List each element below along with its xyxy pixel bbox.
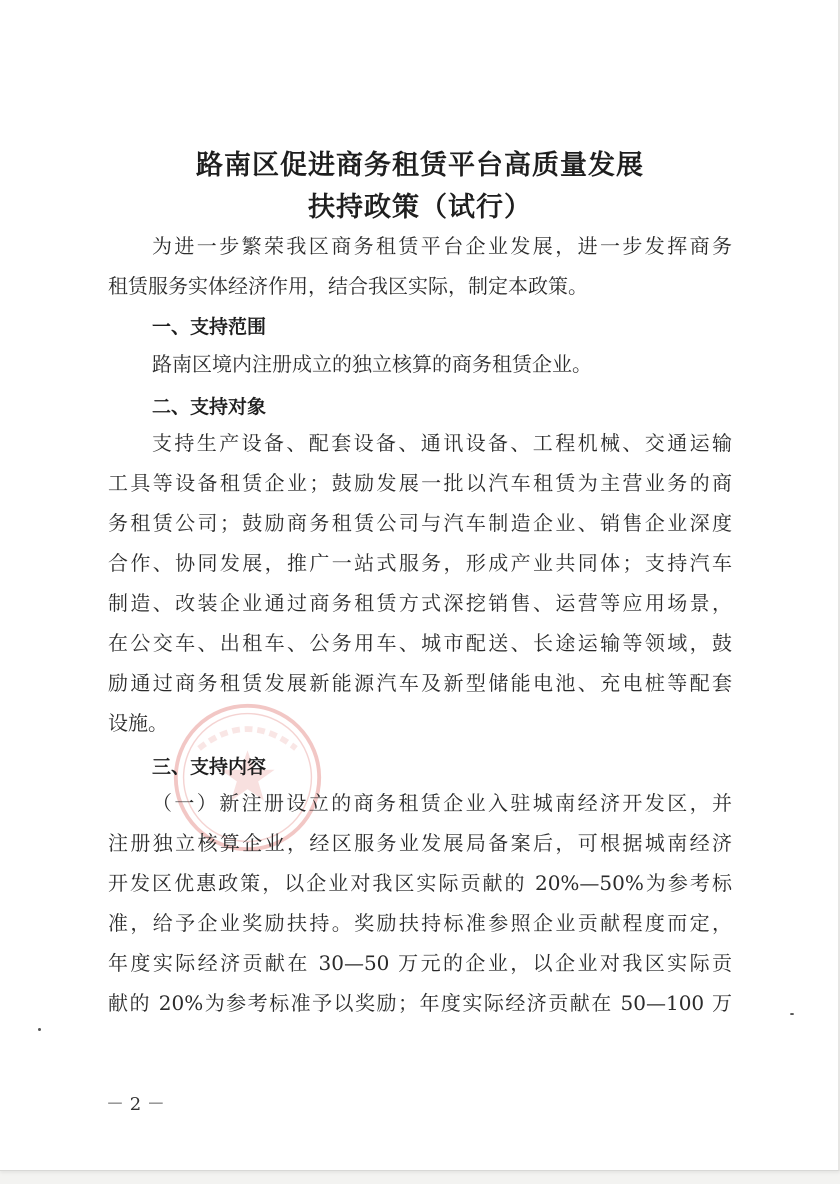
text-line: 为进一步繁荣我区商务租赁平台企业发展，进一步发挥商务 <box>152 234 732 258</box>
text-line: 工具等设备租赁企业；鼓励发展一批以汽车租赁为主营业务的商 <box>108 471 732 495</box>
text-line: 路南区境内注册成立的独立核算的商务租赁企业。 <box>152 352 592 376</box>
text-line: 准，给予企业奖励扶持。奖励扶持标准参照企业贡献程度而定， <box>108 911 732 935</box>
scan-speck <box>790 1013 794 1015</box>
scope-paragraph <box>108 344 732 384</box>
text-line: （一）新注册设立的商务租赁企业入驻城南经济开发区，并 <box>152 791 732 815</box>
text-line: 支持生产设备、配套设备、通讯设备、工程机械、交通运输 <box>152 431 732 455</box>
text-line: 合作、协同发展，推广一站式服务，形成产业共同体；支持汽车 <box>108 551 732 575</box>
section-heading-content: 三、支持内容 <box>152 756 267 778</box>
document-title-line-1: 路南区促进商务租赁平台高质量发展 <box>196 150 644 181</box>
text-line: 励通过商务租赁发展新能源汽车及新型储能电池、充电桩等配套 <box>108 671 732 695</box>
text-line: 务租赁公司；鼓励商务租赁公司与汽车制造企业、销售企业深度 <box>108 511 732 535</box>
section-heading-target: 二、支持对象 <box>152 396 267 418</box>
text-line: 制造、改装企业通过商务租赁方式深挖销售、运营等应用场景， <box>108 591 732 615</box>
text-line: 开发区优惠政策，以企业对我区实际贡献的 20%—50%为参考标 <box>108 871 732 895</box>
text-line: 在公交车、出租车、公务用车、城市配送、长途运输等领域，鼓 <box>108 631 732 655</box>
text-line: 设施。 <box>108 711 168 735</box>
section-heading-scope: 一、支持范围 <box>152 316 267 338</box>
text-line: 年度实际经济贡献在 30—50 万元的企业，以企业对我区实际贡 <box>108 951 732 975</box>
target-paragraph <box>108 423 732 743</box>
text-line: 献的 20%为参考标准予以奖励；年度实际经济贡献在 50—100 万 <box>108 991 732 1015</box>
scan-speck <box>38 1028 41 1031</box>
content-paragraph <box>108 783 732 1023</box>
page-number: － 2 － <box>106 1094 165 1115</box>
intro-paragraph <box>108 226 732 306</box>
text-line: 注册独立核算企业，经区服务业发展局备案后，可根据城南经济 <box>108 831 732 855</box>
text-line: 租赁服务实体经济作用，结合我区实际，制定本政策。 <box>108 274 588 298</box>
document-title-line-2: 扶持政策（试行） <box>308 192 532 223</box>
